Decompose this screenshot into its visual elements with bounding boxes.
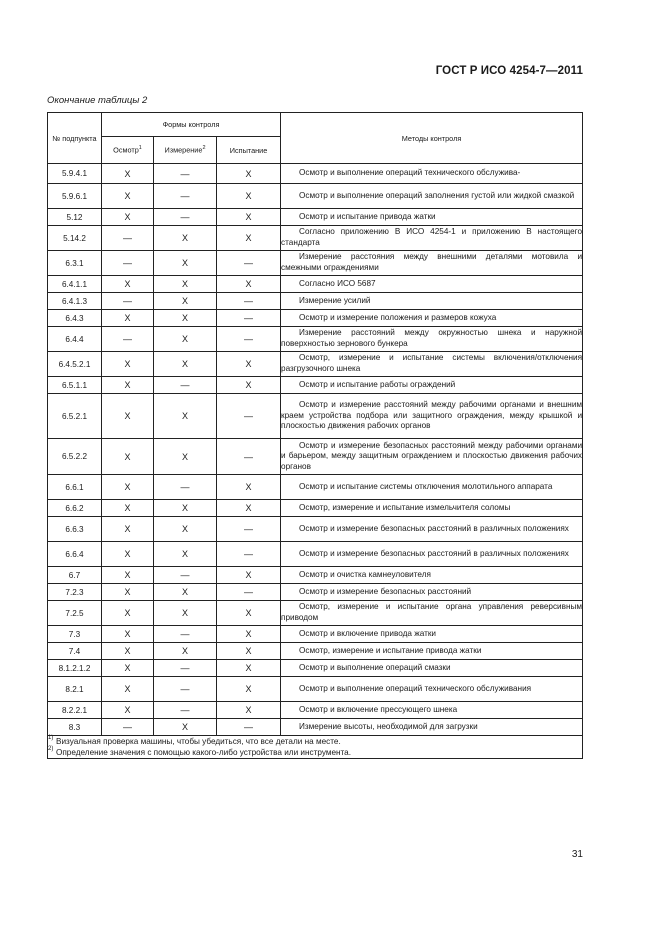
method-text: Осмотр, измерение и испытание органа управления реверсивным приводом	[281, 601, 583, 626]
table-row	[48, 500, 583, 517]
row-number: 8.1.2.1.2	[48, 660, 102, 677]
col-header-num: № подпункта	[48, 113, 102, 164]
method-text: Осмотр и испытание работы ограждений	[281, 377, 583, 394]
inspection-mark: X	[102, 626, 154, 643]
col-header-inspection: Осмотр$^1$	[102, 137, 154, 164]
method-text: Осмотр и измерение расстояний между рабочими органами и внешним краем устройства подбора или защитного ограждения, между крышкой и плоскостью движения рабочих органов	[281, 394, 583, 439]
table-row	[48, 439, 583, 475]
inspection-mark: —	[102, 327, 154, 352]
table-row	[48, 226, 583, 251]
method-text: Осмотр и измерение положения и размеров кожуха	[281, 310, 583, 327]
test-mark: —	[217, 517, 281, 542]
measurement-mark: X	[154, 601, 217, 626]
row-number: 7.2.3	[48, 584, 102, 601]
measurement-mark: X	[154, 500, 217, 517]
row-number: 7.2.5	[48, 601, 102, 626]
footnote-1: 1) Визуальная проверка машины, чтобы убедиться, что все детали на месте.	[48, 735, 341, 746]
method-text: Осмотр и измерение безопасных расстояний	[281, 584, 583, 601]
test-mark: X	[217, 377, 281, 394]
row-number: 6.4.1.1	[48, 276, 102, 293]
test-mark: —	[217, 251, 281, 276]
row-number: 6.5.2.1	[48, 394, 102, 439]
table-row	[48, 475, 583, 500]
table-row	[48, 209, 583, 226]
test-mark: —	[217, 327, 281, 352]
measurement-mark: X	[154, 584, 217, 601]
inspection-mark: X	[102, 567, 154, 584]
row-number: 6.6.3	[48, 517, 102, 542]
row-number: 6.4.4	[48, 327, 102, 352]
table-caption: Окончание таблицы 2	[47, 95, 148, 106]
method-text: Осмотр и измерение безопасных расстояний в различных положениях	[281, 517, 583, 542]
inspection-mark: X	[102, 184, 154, 209]
row-number: 6.4.1.3	[48, 293, 102, 310]
control-forms-table	[47, 112, 583, 759]
table-row	[48, 184, 583, 209]
inspection-mark: —	[102, 226, 154, 251]
table-row	[48, 276, 583, 293]
row-number: 6.5.2.2	[48, 439, 102, 475]
method-text: Осмотр и испытание привода жатки	[281, 209, 583, 226]
measurement-mark: —	[154, 475, 217, 500]
measurement-mark: X	[154, 517, 217, 542]
measurement-mark: X	[154, 439, 217, 475]
method-text: Осмотр и испытание системы отключения молотильного аппарата	[281, 475, 583, 500]
test-mark: —	[217, 719, 281, 736]
method-text: Измерение усилий	[281, 293, 583, 310]
method-text: Согласно ИСО 5687	[281, 276, 583, 293]
table-row	[48, 251, 583, 276]
test-mark: —	[217, 310, 281, 327]
test-mark: X	[217, 601, 281, 626]
measurement-mark: —	[154, 702, 217, 719]
method-text: Осмотр и выполнение операций смазки	[281, 660, 583, 677]
test-mark: X	[217, 626, 281, 643]
inspection-mark: X	[102, 439, 154, 475]
test-mark: —	[217, 584, 281, 601]
test-mark: X	[217, 702, 281, 719]
test-mark: —	[217, 439, 281, 475]
method-text: Осмотр и включение привода жатки	[281, 626, 583, 643]
method-text: Измерение высоты, необходимой для загрузки	[281, 719, 583, 736]
row-number: 5.9.4.1	[48, 164, 102, 184]
method-text: Осмотр и включение прессующего шнека	[281, 702, 583, 719]
method-text: Осмотр, измерение и испытание привода жатки	[281, 643, 583, 660]
method-text: Осмотр и выполнение операций технического обслуживания	[281, 677, 583, 702]
inspection-mark: X	[102, 377, 154, 394]
measurement-mark: X	[154, 352, 217, 377]
inspection-mark: X	[102, 352, 154, 377]
table-row	[48, 660, 583, 677]
test-mark: X	[217, 184, 281, 209]
table-row	[48, 542, 583, 567]
method-text: Осмотр и измерение безопасных расстояний между рабочими органами и барьером, между защитным ограждением и плоскостью движения рабочих органов	[281, 439, 583, 475]
col-header-test: Испытание	[217, 137, 281, 164]
test-mark: X	[217, 276, 281, 293]
footnote-2: 2) Определение значения с помощью какого-либо устройства или инструмента.	[48, 746, 352, 757]
row-number: 6.6.4	[48, 542, 102, 567]
table-row	[48, 327, 583, 352]
col-header-forms: Формы контроля	[102, 113, 281, 137]
test-mark: X	[217, 164, 281, 184]
test-mark: X	[217, 352, 281, 377]
row-number: 5.12	[48, 209, 102, 226]
method-text: Осмотр, измерение и испытание измельчителя соломы	[281, 500, 583, 517]
row-number: 6.7	[48, 567, 102, 584]
method-text: Осмотр, измерение и испытание системы включения/отключения разгрузочного шнека	[281, 352, 583, 377]
inspection-mark: —	[102, 251, 154, 276]
method-text: Согласно приложению В ИСО 4254-1 и приложению В настоящего стандарта	[281, 226, 583, 251]
test-mark: X	[217, 567, 281, 584]
method-text: Осмотр и измерение безопасных расстояний в различных положениях	[281, 542, 583, 567]
inspection-mark: X	[102, 310, 154, 327]
row-number: 8.2.2.1	[48, 702, 102, 719]
inspection-mark: X	[102, 584, 154, 601]
table-row	[48, 626, 583, 643]
method-text: Измерение расстояний между окружностью шнека и наружной поверхностью зернового бункера	[281, 327, 583, 352]
row-number: 6.5.1.1	[48, 377, 102, 394]
test-mark: X	[217, 677, 281, 702]
inspection-mark: X	[102, 601, 154, 626]
table-row	[48, 584, 583, 601]
table-row	[48, 567, 583, 584]
row-number: 6.4.3	[48, 310, 102, 327]
inspection-mark: —	[102, 719, 154, 736]
measurement-mark: X	[154, 719, 217, 736]
test-mark: X	[217, 660, 281, 677]
inspection-mark: X	[102, 517, 154, 542]
measurement-mark: X	[154, 327, 217, 352]
measurement-mark: X	[154, 310, 217, 327]
test-mark: X	[217, 500, 281, 517]
test-mark: —	[217, 542, 281, 567]
inspection-mark: X	[102, 542, 154, 567]
measurement-mark: X	[154, 293, 217, 310]
measurement-mark: —	[154, 567, 217, 584]
inspection-mark: X	[102, 660, 154, 677]
measurement-mark: X	[154, 643, 217, 660]
row-number: 6.6.2	[48, 500, 102, 517]
table-row	[48, 517, 583, 542]
measurement-mark: —	[154, 164, 217, 184]
method-text: Осмотр и очистка камнеуловителя	[281, 567, 583, 584]
inspection-mark: X	[102, 643, 154, 660]
table-row	[48, 601, 583, 626]
table-row	[48, 394, 583, 439]
col-header-measurement: Измерение$^2$	[154, 137, 217, 164]
row-number: 7.4	[48, 643, 102, 660]
test-mark: —	[217, 293, 281, 310]
test-mark: X	[217, 226, 281, 251]
measurement-mark: —	[154, 660, 217, 677]
table-row	[48, 377, 583, 394]
row-number: 5.9.6.1	[48, 184, 102, 209]
table-row	[48, 719, 583, 736]
table-row	[48, 164, 583, 184]
method-text: Осмотр и выполнение операций технического обслужива-	[281, 164, 583, 184]
row-number: 8.2.1	[48, 677, 102, 702]
inspection-mark: X	[102, 394, 154, 439]
page-number: 31	[571, 849, 583, 860]
inspection-mark: —	[102, 293, 154, 310]
inspection-mark: X	[102, 209, 154, 226]
inspection-mark: X	[102, 677, 154, 702]
method-text: Осмотр и выполнение операций заполнения густой или жидкой смазкой	[281, 184, 583, 209]
row-number: 6.3.1	[48, 251, 102, 276]
measurement-mark: X	[154, 276, 217, 293]
document-id: ГОСТ Р ИСО 4254-7—2011	[435, 65, 583, 77]
table-row	[48, 352, 583, 377]
measurement-mark: X	[154, 542, 217, 567]
inspection-mark: X	[102, 164, 154, 184]
test-mark: X	[217, 475, 281, 500]
row-number: 7.3	[48, 626, 102, 643]
measurement-mark: X	[154, 226, 217, 251]
inspection-mark: X	[102, 500, 154, 517]
table-row	[48, 310, 583, 327]
test-mark: X	[217, 209, 281, 226]
measurement-mark: —	[154, 626, 217, 643]
footnotes	[48, 736, 583, 759]
row-number: 6.4.5.2.1	[48, 352, 102, 377]
method-text: Измерение расстояния между внешними деталями мотовила и смежными ограждениями	[281, 251, 583, 276]
table-row	[48, 643, 583, 660]
inspection-mark: X	[102, 276, 154, 293]
row-number: 5.14.2	[48, 226, 102, 251]
measurement-mark: —	[154, 184, 217, 209]
table-row	[48, 702, 583, 719]
measurement-mark: X	[154, 251, 217, 276]
measurement-mark: —	[154, 209, 217, 226]
row-number: 8.3	[48, 719, 102, 736]
test-mark: X	[217, 643, 281, 660]
measurement-mark: X	[154, 394, 217, 439]
row-number: 6.6.1	[48, 475, 102, 500]
inspection-mark: X	[102, 702, 154, 719]
test-mark: —	[217, 394, 281, 439]
measurement-mark: —	[154, 377, 217, 394]
table-row	[48, 677, 583, 702]
col-header-methods: Методы контроля	[281, 113, 583, 164]
table-row	[48, 293, 583, 310]
measurement-mark: —	[154, 677, 217, 702]
inspection-mark: X	[102, 475, 154, 500]
